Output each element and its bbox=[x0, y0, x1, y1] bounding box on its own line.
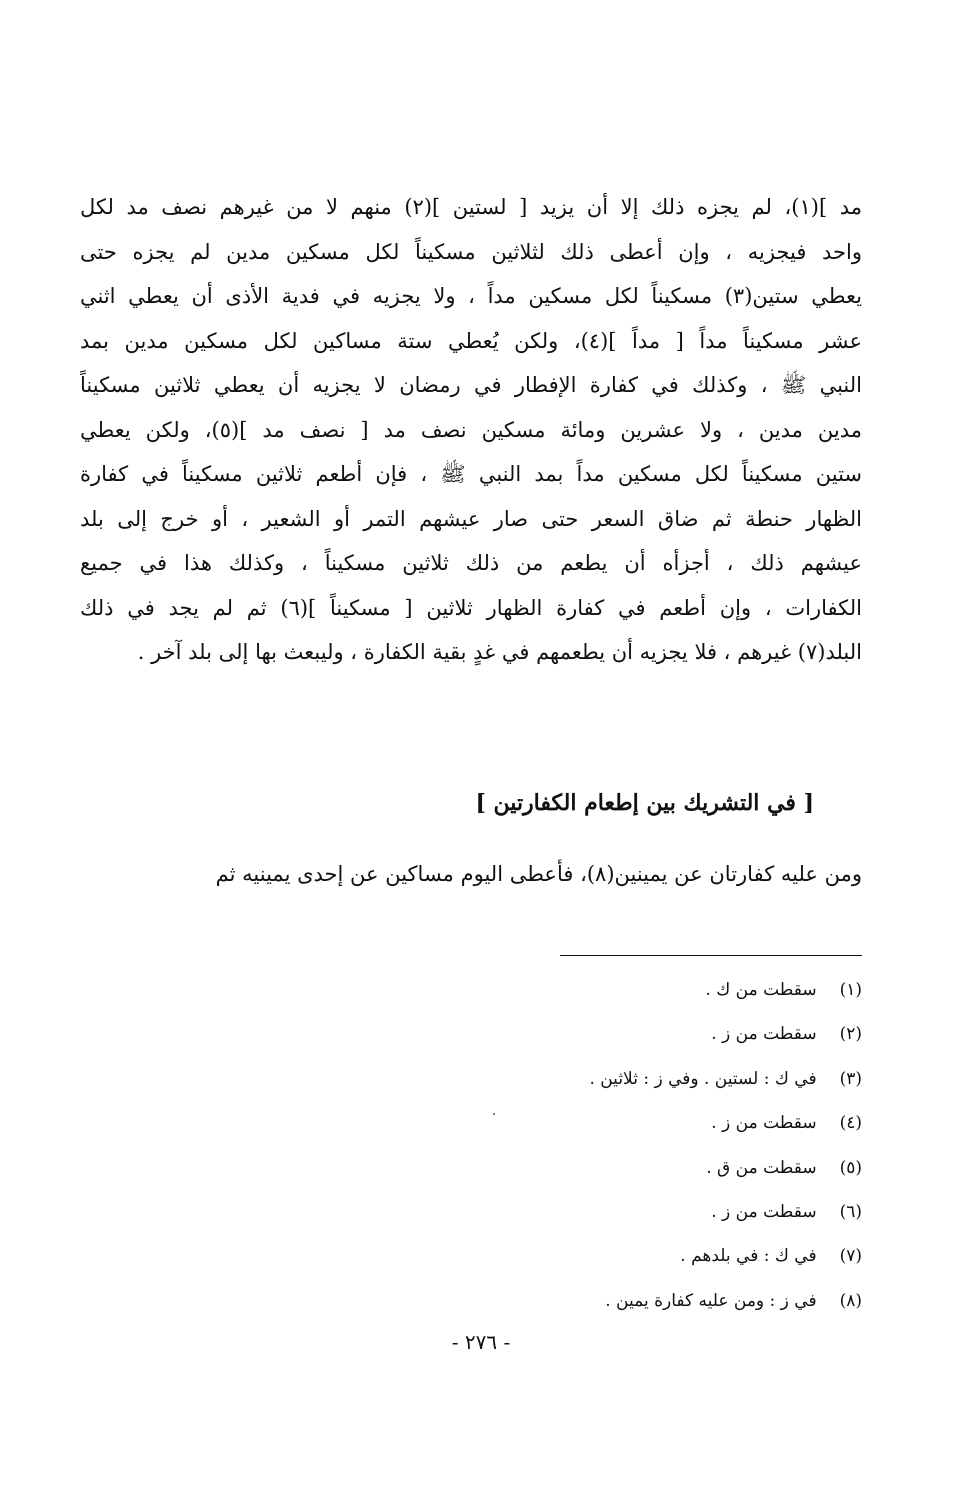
page-number: - ٢٧٦ - bbox=[451, 1330, 511, 1354]
footnote bbox=[262, 1279, 862, 1323]
footnote bbox=[262, 1012, 862, 1056]
footnotes bbox=[262, 968, 862, 1323]
footnote-text: سقطت من ك . bbox=[705, 980, 817, 1000]
body-line: عيشهم ذلك ، أجزأه أن يطعم من ذلك ثلاثين مسكيناً ، وكذلك هذا في جميع bbox=[80, 551, 862, 575]
footnote-number: (٦) bbox=[839, 1201, 862, 1222]
body-line: ستين مسكيناً لكل مسكين مداً بمد النبي ﷺ ، فإن أطعم ثلاثين مسكيناً في كفارة bbox=[80, 462, 862, 486]
closing-paragraph: ومن عليه كفارتان عن يمينين(٨)، فأعطى اليوم مساكين عن إحدى يمينيه ثم bbox=[215, 862, 862, 886]
body-line: واحد فيجزيه ، وإن أعطى ذلك لثلاثين مسكيناً لكل مسكين مدين لم يجزه حتى bbox=[80, 239, 862, 264]
footnote-text: سقطت من ز . bbox=[711, 1024, 817, 1045]
footnote-number: (٤) bbox=[839, 1113, 862, 1134]
footnote-number: (٣) bbox=[839, 1068, 862, 1089]
footnote-text: سقطت من ز . bbox=[711, 1113, 817, 1134]
footnote bbox=[262, 1234, 862, 1278]
footnote bbox=[262, 1057, 862, 1101]
body-paragraph bbox=[80, 185, 862, 675]
footnote-text: في ك : في بلدهم . bbox=[680, 1246, 817, 1267]
body-line-last: البلد(٧) غيرهم ، فلا يجزيه أن يطعمهم في غدٍ بقية الكفارة ، وليبعث بها إلى بلد آخر . bbox=[137, 640, 862, 664]
footnote-number: (١) bbox=[839, 980, 862, 1000]
footnote-number: (٢) bbox=[839, 1024, 862, 1045]
footnote bbox=[262, 1190, 862, 1234]
footnote bbox=[262, 1101, 862, 1145]
footnote bbox=[262, 968, 862, 1012]
body-line: يعطي ستين(٣) مسكيناً لكل مسكين مداً ، ولا يجزيه في فدية الأذى أن يعطي اثني bbox=[80, 284, 862, 308]
footnote-text: في ك : لستين . وفي ز : ثلاثين . bbox=[589, 1068, 817, 1089]
footnote-text: سقطت من ق . bbox=[706, 1157, 817, 1178]
body-line: الظهار حنطة ثم ضاق السعر حتى صار عيشهم التمر أو الشعير ، أو خرج إلى بلد bbox=[80, 506, 862, 531]
body-line: النبي ﷺ ، وكذلك في كفارة الإفطار في رمضان لا يجزيه أن يعطي ثلاثين مسكيناً bbox=[80, 373, 862, 397]
section-heading: [ في التشريك بين إطعام الكفارتين ] bbox=[475, 790, 814, 816]
footnote-divider bbox=[560, 955, 862, 956]
footnote-text: في ز : ومن عليه كفارة يمين . bbox=[605, 1290, 817, 1311]
body-line: عشر مسكيناً مداً [ مداً ](٤)، ولكن يُعطي ستة مساكين لكل مسكين مدين بمد bbox=[80, 328, 862, 353]
scan-speck bbox=[493, 1113, 495, 1115]
body-line: مد ](١)، لم يجزه ذلك إلا أن يزيد [ لستين ](٢) منهم لا من غيرهم نصف مد لكل bbox=[80, 195, 862, 219]
footnote-number: (٨) bbox=[839, 1290, 862, 1311]
footnote-number: (٧) bbox=[839, 1246, 862, 1267]
footnote-number: (٥) bbox=[839, 1157, 862, 1178]
body-line: مدين مدين ، ولا عشرين ومائة مسكين نصف مد [ نصف مد ](٥)، ولكن يعطي bbox=[80, 417, 862, 442]
footnote bbox=[262, 1146, 862, 1190]
footnote-text: سقطت من ز . bbox=[711, 1201, 817, 1222]
body-line: الكفارات ، وإن أطعم في كفارة الظهار ثلاثين [ مسكيناً ](٦) ثم لم يجد في ذلك bbox=[80, 595, 862, 620]
